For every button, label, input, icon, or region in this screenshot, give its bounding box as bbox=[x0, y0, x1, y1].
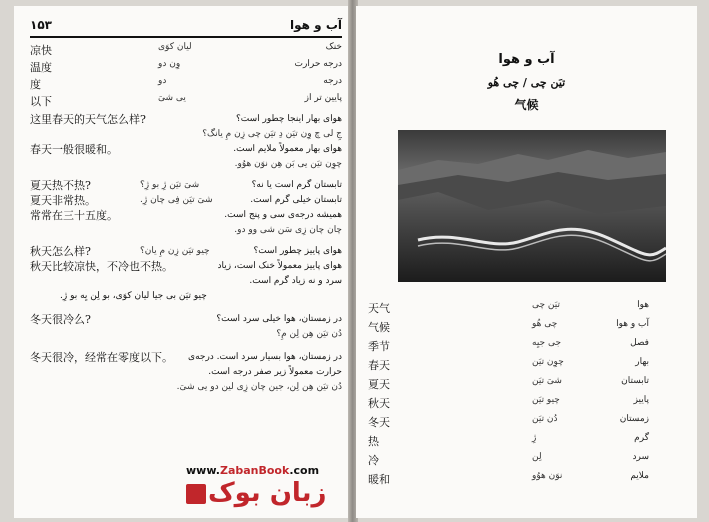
dialog-persian: هوای پاییز چطور است؟ bbox=[253, 246, 342, 256]
dialog-persian: همیشه درجه‌ی سی و پنج است. bbox=[224, 210, 342, 220]
landscape-illustration bbox=[398, 130, 666, 282]
chapter-title: آب و هوا bbox=[498, 52, 555, 67]
dialog-line bbox=[30, 208, 342, 223]
left-page-header bbox=[30, 18, 342, 38]
vocab-row bbox=[356, 452, 697, 471]
dialog-line bbox=[30, 112, 342, 127]
vocab-chinese: 天气 bbox=[368, 302, 390, 315]
vocab-row bbox=[30, 76, 342, 93]
dialog-line bbox=[30, 223, 342, 238]
dialog-line bbox=[30, 350, 342, 365]
dialog-persian: هوای پاییز معمولاً خنک است، زیاد bbox=[217, 261, 342, 271]
dialog-chinese: 夏天非常热。 bbox=[30, 194, 96, 207]
vocab-chinese: 温度 bbox=[30, 61, 52, 74]
vocab-chinese: 冬天 bbox=[368, 416, 390, 429]
vocab-transliteration: چیو تیَن bbox=[532, 395, 560, 405]
dialog-transliteration: شیَ تیَن ژِ بو ژِ؟ bbox=[140, 180, 200, 190]
vocab-transliteration: تیَن چی bbox=[532, 300, 560, 310]
dialog-persian: تابستان گرم است یا نه؟ bbox=[251, 180, 342, 190]
vocab-transliteration: وِن دو bbox=[158, 59, 181, 69]
dialog-transliteration: چان چان زِی سَن شی وو دو. bbox=[234, 225, 342, 235]
dialog-line bbox=[30, 312, 342, 327]
vocab-transliteration: ژِ bbox=[532, 433, 537, 443]
vocab-chinese: 热 bbox=[368, 435, 379, 448]
vocab-row bbox=[30, 42, 342, 59]
vocab-row bbox=[356, 357, 697, 376]
dialog-line bbox=[30, 289, 342, 304]
dialog-persian: در زمستان، هوا خیلی سرد است؟ bbox=[216, 314, 342, 324]
vocab-persian: آب و هوا bbox=[616, 319, 649, 329]
watermark-url-prefix: www. bbox=[186, 464, 220, 477]
vocab-persian: پاییز bbox=[633, 395, 649, 405]
vocab-row bbox=[30, 93, 342, 110]
vocab-chinese: 度 bbox=[30, 78, 41, 91]
dialog-chinese: 冬天很冷，经常在零度以下。 bbox=[30, 351, 173, 364]
dialog-chinese: 常常在三十五度。 bbox=[30, 209, 118, 222]
vocab-row bbox=[356, 319, 697, 338]
vocab-row bbox=[30, 59, 342, 76]
dialog-chinese: 秋天怎么样? bbox=[30, 245, 91, 258]
publisher-watermark bbox=[186, 464, 352, 516]
vocab-transliteration: لِن bbox=[532, 452, 542, 462]
page-number: ۱۵۳ bbox=[30, 18, 52, 32]
vocab-transliteration: یی شیَ bbox=[158, 93, 186, 103]
vocabulary-list bbox=[356, 300, 697, 490]
vocab-chinese: 气候 bbox=[368, 321, 390, 334]
dialog-line bbox=[30, 178, 342, 193]
vocab-transliteration: دو bbox=[158, 76, 167, 86]
dialog-chinese: 春天一般很暖和。 bbox=[30, 143, 118, 156]
vocab-transliteration: نوَن هوُو bbox=[532, 471, 563, 481]
chapter-subtitle-chinese: 气候 bbox=[514, 98, 539, 112]
vocab-transliteration: شیَ تیَن bbox=[532, 376, 562, 386]
vocab-row bbox=[356, 376, 697, 395]
vocab-chinese: 冷 bbox=[368, 454, 379, 467]
vocab-persian: زمستان bbox=[619, 414, 649, 424]
dialog-persian: سرد و نه زیاد گرم است. bbox=[249, 276, 342, 286]
dialog-section bbox=[30, 112, 342, 395]
vocab-persian: بهار bbox=[635, 357, 649, 367]
dialog-persian: هوای بهار معمولاً ملایم است. bbox=[233, 144, 342, 154]
landscape-photo bbox=[398, 130, 666, 282]
vocab-chinese: 暖和 bbox=[368, 473, 390, 486]
vocab-chinese: 凉快 bbox=[30, 44, 52, 57]
dialog-line bbox=[30, 380, 342, 395]
dialog-transliteration: چیو تیَن بی جیا لیان کوَی، بو لِن یِه بو ژِ. bbox=[60, 291, 207, 301]
vocab-chinese: 夏天 bbox=[368, 378, 390, 391]
dialog-persian: تابستان خیلی گرم است. bbox=[250, 195, 342, 205]
vocab-persian: سرد bbox=[632, 452, 649, 462]
vocab-transliteration: لیان کوَی bbox=[158, 42, 192, 52]
vocab-chinese: 春天 bbox=[368, 359, 390, 372]
vocab-persian: درجه bbox=[323, 76, 342, 86]
dialog-line bbox=[30, 274, 342, 289]
watermark-url-suffix: .com bbox=[289, 464, 320, 477]
dialog-line bbox=[30, 327, 342, 342]
vocab-transliteration: چوِن تیَن bbox=[532, 357, 564, 367]
dialog-transliteration: چوِن تیَن یی بَن هِن نوَن هوُو. bbox=[234, 159, 342, 169]
vocab-persian: گرم bbox=[634, 433, 649, 443]
dialog-line bbox=[30, 259, 342, 274]
chapter-subtitle-transliteration: تیَن چی / چی هُو bbox=[487, 76, 566, 89]
dialog-persian: حرارت معمولاً زیر صفر درجه است. bbox=[208, 367, 342, 377]
dialog-chinese: 冬天很冷么? bbox=[30, 313, 91, 326]
dialog-line bbox=[30, 193, 342, 208]
dialog-transliteration: جِ لی چ وِن تیَن دِ تیَن چی زِن مِ یانگ؟ bbox=[202, 129, 342, 139]
vocab-chinese: 季节 bbox=[368, 340, 390, 353]
watermark-url bbox=[186, 464, 319, 477]
dialog-line bbox=[30, 142, 342, 157]
left-page bbox=[14, 6, 352, 518]
running-header-title: آب و هوا bbox=[290, 18, 342, 32]
vocab-row bbox=[356, 471, 697, 490]
dialog-line bbox=[30, 365, 342, 380]
vocab-row bbox=[356, 395, 697, 414]
dialog-persian: در زمستان، هوا بسیار سرد است. درجه‌ی bbox=[188, 352, 342, 362]
vocab-transliteration: چی هُو bbox=[532, 319, 558, 329]
vocab-transliteration: دُن تیَن bbox=[532, 414, 558, 424]
vocab-persian: پایین تر از bbox=[304, 93, 342, 103]
dialog-line bbox=[30, 244, 342, 259]
vocab-persian: درجه حرارت bbox=[294, 59, 342, 69]
dialog-persian: هوای بهار اینجا چطور است؟ bbox=[236, 114, 342, 124]
vocab-persian: تابستان bbox=[621, 376, 649, 386]
watermark-url-brand: ZabanBook bbox=[219, 464, 290, 477]
vocab-row bbox=[356, 338, 697, 357]
dialog-line bbox=[30, 127, 342, 142]
dialog-chinese: 夏天热不热? bbox=[30, 179, 91, 192]
vocab-row bbox=[356, 300, 697, 319]
vocab-chinese: 秋天 bbox=[368, 397, 390, 410]
vocab-transliteration: جی جیِه bbox=[532, 338, 562, 348]
vocab-row bbox=[356, 414, 697, 433]
dialog-transliteration: دُن تیَن هِن لِن مِ؟ bbox=[276, 329, 342, 339]
dialog-transliteration: دُن تیَن هِن لِن، جین چان زِی لین دو یی شیَ. bbox=[176, 382, 342, 392]
dialog-transliteration: شیَ تیَن فِی چان ژِ. bbox=[140, 195, 213, 205]
dialog-line bbox=[30, 157, 342, 172]
vocab-persian: فصل bbox=[630, 338, 649, 348]
watermark-logo: زبان بوک bbox=[208, 478, 327, 508]
vocab-persian: خنک bbox=[325, 42, 342, 52]
vocab-row bbox=[356, 433, 697, 452]
right-page bbox=[356, 6, 697, 518]
watermark-logo-badge bbox=[186, 484, 206, 504]
left-page-body bbox=[30, 42, 342, 395]
dialog-chinese: 秋天比较凉快，不冷也不热。 bbox=[30, 260, 173, 273]
vocab-chinese: 以下 bbox=[30, 95, 52, 108]
dialog-transliteration: چیو تیَن زِن مِ یان؟ bbox=[140, 246, 210, 256]
vocab-persian: هوا bbox=[637, 300, 649, 310]
dialog-chinese: 这里春天的天气怎么样? bbox=[30, 113, 146, 126]
vocab-persian: ملایم bbox=[630, 471, 649, 481]
